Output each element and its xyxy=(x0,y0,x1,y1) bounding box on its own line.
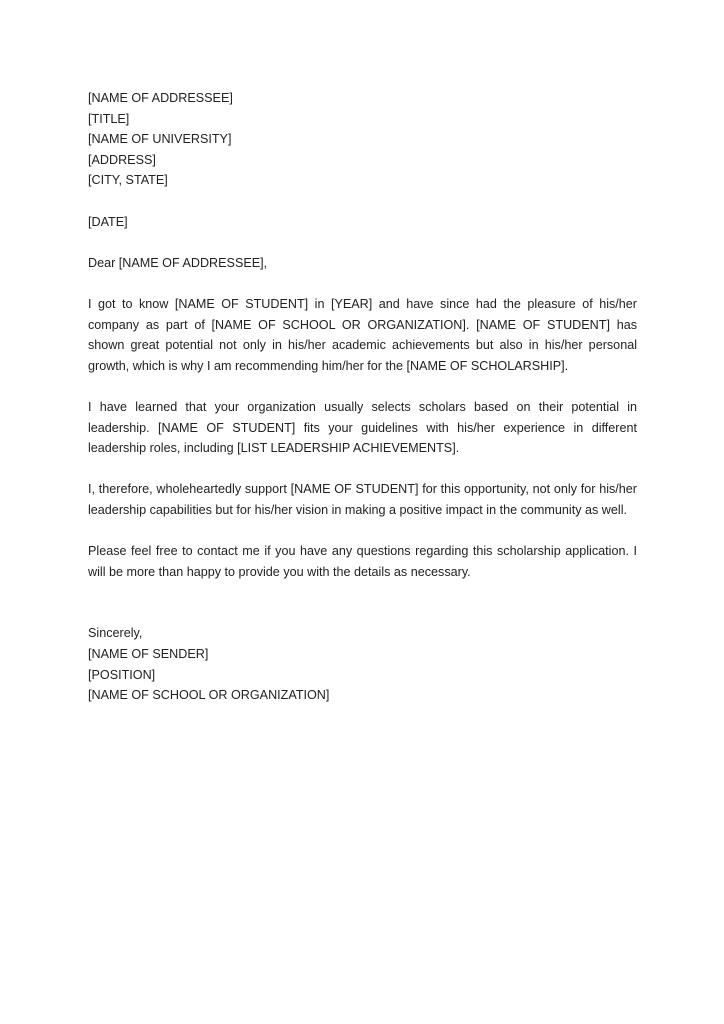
spacer xyxy=(88,273,637,294)
salutation: Dear [NAME OF ADDRESSEE], xyxy=(88,255,268,270)
spacer xyxy=(88,459,637,480)
addressee-title: [TITLE] xyxy=(88,111,130,126)
spacer xyxy=(88,582,637,623)
addressee-address: [ADDRESS] xyxy=(88,152,156,167)
addressee-block xyxy=(88,88,637,191)
signature-block xyxy=(88,644,637,706)
body-paragraph-2: I have learned that your organization usually selects scholars based on their potential in leadership. [NAME OF STUDENT] fits your guidelines with his/her experience in different leadership roles, including [LIST LEADERSHIP ACHIEVEMENTS]. xyxy=(88,399,637,456)
spacer xyxy=(88,520,637,541)
spacer xyxy=(88,376,637,397)
letter-date: [DATE] xyxy=(88,214,128,229)
closing: Sincerely, xyxy=(88,626,143,641)
body-paragraph-1: I got to know [NAME OF STUDENT] in [YEAR] and have since had the pleasure of his/her company as part of [NAME OF SCHOOL OR ORGANIZATION]. [NAME OF STUDENT] has shown great potential not only in his/her academic achievements but also in his/her personal growth, which is why I am recommending him/her for the [NAME OF SCHOLARSHIP]. xyxy=(88,296,637,373)
addressee-city-state: [CITY, STATE] xyxy=(88,173,168,188)
sender-organization: [NAME OF SCHOOL OR ORGANIZATION] xyxy=(88,688,330,703)
sender-position: [POSITION] xyxy=(88,667,156,682)
addressee-name: [NAME OF ADDRESSEE] xyxy=(88,91,233,105)
body-paragraph-4: Please feel free to contact me if you have any questions regarding this scholarship application. I will be more than happy to provide you with the details as necessary. xyxy=(88,544,637,579)
letter-page xyxy=(88,88,637,706)
spacer xyxy=(88,232,637,253)
body-paragraph-3: I, therefore, wholeheartedly support [NAME OF STUDENT] for this opportunity, not only for his/her leadership capabilities but for his/her vision in making a positive impact in the community as well. xyxy=(88,482,637,517)
spacer xyxy=(88,191,637,212)
addressee-university: [NAME OF UNIVERSITY] xyxy=(88,132,232,147)
sender-name: [NAME OF SENDER] xyxy=(88,647,209,662)
